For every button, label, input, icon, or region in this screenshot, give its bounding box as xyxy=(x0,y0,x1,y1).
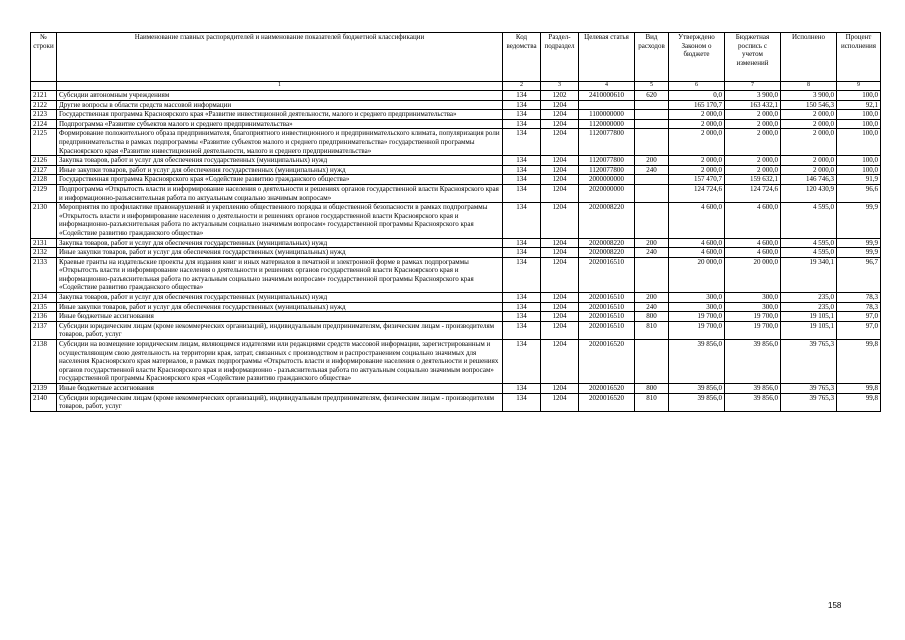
row-target: 2020016510 xyxy=(579,312,635,322)
row-executed: 2 000,0 xyxy=(781,165,837,175)
budget-sheet xyxy=(30,32,880,412)
row-number: 2123 xyxy=(31,110,57,120)
row-expense-type: 200 xyxy=(635,238,669,248)
row-name: Иные бюджетные ассигнования xyxy=(57,384,503,394)
column-number: 3 xyxy=(541,82,579,91)
row-expense-type: 240 xyxy=(635,248,669,258)
header-row xyxy=(31,33,881,82)
row-name: Закупка товаров, работ и услуг для обеспечения государственных (муниципальных) нужд xyxy=(57,156,503,166)
table-row xyxy=(31,321,881,339)
row-budget-plan: 39 856,0 xyxy=(725,340,781,384)
row-percent: 99,9 xyxy=(837,238,881,248)
row-name: Иные бюджетные ассигнования xyxy=(57,312,503,322)
row-number: 2131 xyxy=(31,238,57,248)
row-executed: 235,0 xyxy=(781,302,837,312)
row-executed: 19 340,1 xyxy=(781,257,837,292)
row-section: 1204 xyxy=(541,340,579,384)
row-expense-type xyxy=(635,119,669,129)
header-section: Раздел-подраздел xyxy=(541,33,579,82)
row-dept-code: 134 xyxy=(503,203,541,238)
row-budget-plan: 4 600,0 xyxy=(725,248,781,258)
column-number: 1 xyxy=(57,82,503,91)
row-target: 1120077800 xyxy=(579,165,635,175)
row-dept-code: 134 xyxy=(503,393,541,411)
row-expense-type xyxy=(635,184,669,202)
header-target: Целевая статья xyxy=(579,33,635,82)
row-approved-law: 20 000,0 xyxy=(669,257,725,292)
header-budget-plan: Бюджетная роспись с учетом изменений xyxy=(725,33,781,82)
row-target: 2410000610 xyxy=(579,91,635,101)
row-dept-code: 134 xyxy=(503,312,541,322)
row-budget-plan: 163 432,1 xyxy=(725,100,781,110)
header-dept-code: Код ведомства xyxy=(503,33,541,82)
row-name: Мероприятия по профилактике правонарушений и укреплению общественного порядка и общественной безопасности в рамках подпрограммы «Открытость власти и информирование населения о деятельности и решениях органов государственной власти Красноярского края и информационно-разъяснительная работа по актуальным социально значимым вопросам» государственной программы Красноярского края «Содействие развитию гражданского общества» xyxy=(57,203,503,238)
row-dept-code: 134 xyxy=(503,248,541,258)
row-target: 2020016520 xyxy=(579,393,635,411)
row-expense-type: 240 xyxy=(635,165,669,175)
row-budget-plan: 159 632,1 xyxy=(725,175,781,185)
row-section: 1204 xyxy=(541,184,579,202)
column-number xyxy=(31,82,57,91)
row-expense-type: 620 xyxy=(635,91,669,101)
row-budget-plan: 2 000,0 xyxy=(725,156,781,166)
row-executed: 2 000,0 xyxy=(781,119,837,129)
row-section: 1204 xyxy=(541,293,579,303)
row-section: 1204 xyxy=(541,302,579,312)
row-name: Субсидии юридическим лицам (кроме некоммерческих организаций), индивидуальным предпринимателям, физическим лицам - производителям товаров, работ, услуг xyxy=(57,321,503,339)
row-target: 2020016520 xyxy=(579,340,635,384)
row-number: 2122 xyxy=(31,100,57,110)
row-executed: 2 000,0 xyxy=(781,156,837,166)
row-approved-law: 4 600,0 xyxy=(669,203,725,238)
row-number: 2134 xyxy=(31,293,57,303)
header-name: Наименование главных распорядителей и наименование показателей бюджетной классификации xyxy=(57,33,503,82)
header-row-no: № строки xyxy=(31,33,57,82)
row-percent: 100,0 xyxy=(837,165,881,175)
row-percent: 100,0 xyxy=(837,110,881,120)
row-percent: 99,9 xyxy=(837,248,881,258)
row-section: 1204 xyxy=(541,129,579,156)
row-expense-type xyxy=(635,175,669,185)
row-number: 2124 xyxy=(31,119,57,129)
row-name: Формирование положительного образа предпринимателя, благоприятного инвестиционного и предпринимательского климата, популяризация роли предпринимательства в рамках подпрограммы «Развитие субъектов малого и среднего предпринимательства» государственной программы Красноярского края «Развитие инвестиционной деятельности, малого и среднего предпринимательства» xyxy=(57,129,503,156)
row-dept-code: 134 xyxy=(503,293,541,303)
row-budget-plan: 19 700,0 xyxy=(725,321,781,339)
row-name: Субсидии автономным учреждениям xyxy=(57,91,503,101)
row-percent: 99,8 xyxy=(837,393,881,411)
row-percent: 92,1 xyxy=(837,100,881,110)
row-target: 2020008220 xyxy=(579,248,635,258)
row-dept-code: 134 xyxy=(503,184,541,202)
table-row xyxy=(31,238,881,248)
row-approved-law: 0,0 xyxy=(669,91,725,101)
row-name: Субсидии на возмещение юридическим лицам, являющимся издателями или редакциями средств массовой информации, зарегистрированным и осуществляющим свою деятельность на территории края, затрат, связанных с производством и распространением социально значимых для населения Красноярского края материалов, в рамках подпрограммы «Открытость власти и информирование населения о деятельности и решениях органов государственной власти Красноярского края и информационно - разъяснительная работа по актуальным социально значимым вопросам» государственной программы Красноярского края «Содействие развитию гражданского общества» xyxy=(57,340,503,384)
row-dept-code: 134 xyxy=(503,156,541,166)
row-budget-plan: 19 700,0 xyxy=(725,312,781,322)
row-dept-code: 134 xyxy=(503,257,541,292)
row-dept-code: 134 xyxy=(503,119,541,129)
row-section: 1204 xyxy=(541,393,579,411)
row-budget-plan: 39 856,0 xyxy=(725,393,781,411)
row-target: 1120077800 xyxy=(579,156,635,166)
row-approved-law: 2 000,0 xyxy=(669,119,725,129)
header-percent: Процент исполнения xyxy=(837,33,881,82)
row-number: 2136 xyxy=(31,312,57,322)
row-budget-plan: 2 000,0 xyxy=(725,165,781,175)
table-row xyxy=(31,100,881,110)
row-number: 2127 xyxy=(31,165,57,175)
row-percent: 78,3 xyxy=(837,302,881,312)
row-expense-type: 810 xyxy=(635,393,669,411)
row-approved-law: 39 856,0 xyxy=(669,384,725,394)
row-approved-law: 300,0 xyxy=(669,293,725,303)
row-number: 2135 xyxy=(31,302,57,312)
row-target: 2020016510 xyxy=(579,321,635,339)
row-percent: 100,0 xyxy=(837,91,881,101)
row-executed: 2 000,0 xyxy=(781,110,837,120)
row-section: 1204 xyxy=(541,248,579,258)
column-number: 7 xyxy=(725,82,781,91)
row-approved-law: 4 600,0 xyxy=(669,238,725,248)
table-row xyxy=(31,302,881,312)
row-dept-code: 134 xyxy=(503,100,541,110)
row-executed: 19 105,1 xyxy=(781,321,837,339)
row-name: Подпрограмма «Открытость власти и информирование населения о деятельности и решениях органов государственной власти Красноярского края и информационно-разъяснительная работа по актуальным социально значимым вопросам» xyxy=(57,184,503,202)
row-percent: 97,0 xyxy=(837,321,881,339)
row-percent: 96,7 xyxy=(837,257,881,292)
row-percent: 99,8 xyxy=(837,340,881,384)
row-expense-type xyxy=(635,110,669,120)
row-section: 1204 xyxy=(541,257,579,292)
row-section: 1204 xyxy=(541,100,579,110)
page-number: 158 xyxy=(828,601,842,610)
table-row xyxy=(31,91,881,101)
row-number: 2140 xyxy=(31,393,57,411)
row-budget-plan: 300,0 xyxy=(725,302,781,312)
row-budget-plan: 39 856,0 xyxy=(725,384,781,394)
row-approved-law: 39 856,0 xyxy=(669,340,725,384)
row-dept-code: 134 xyxy=(503,91,541,101)
header-expense-type: Вид расходов xyxy=(635,33,669,82)
row-expense-type: 200 xyxy=(635,293,669,303)
row-number: 2128 xyxy=(31,175,57,185)
row-percent: 91,9 xyxy=(837,175,881,185)
row-executed: 39 765,3 xyxy=(781,393,837,411)
row-section: 1204 xyxy=(541,119,579,129)
row-executed: 19 105,1 xyxy=(781,312,837,322)
row-number: 2133 xyxy=(31,257,57,292)
row-section: 1204 xyxy=(541,156,579,166)
row-approved-law: 2 000,0 xyxy=(669,110,725,120)
row-percent: 99,8 xyxy=(837,384,881,394)
row-budget-plan: 4 600,0 xyxy=(725,203,781,238)
row-name: Иные закупки товаров, работ и услуг для обеспечения государственных (муниципальных) нужд xyxy=(57,248,503,258)
row-budget-plan: 2 000,0 xyxy=(725,110,781,120)
row-approved-law: 300,0 xyxy=(669,302,725,312)
column-number: 5 xyxy=(635,82,669,91)
row-executed: 150 546,3 xyxy=(781,100,837,110)
row-expense-type: 200 xyxy=(635,156,669,166)
row-percent: 78,3 xyxy=(837,293,881,303)
row-name: Иные закупки товаров, работ и услуг для обеспечения государственных (муниципальных) нужд xyxy=(57,165,503,175)
row-executed: 4 595,0 xyxy=(781,248,837,258)
header-executed: Исполнено xyxy=(781,33,837,82)
table-row xyxy=(31,340,881,384)
row-name: Государственная программа Красноярского края «Развитие инвестиционной деятельности, малого и среднего предпринимательства» xyxy=(57,110,503,120)
column-number: 6 xyxy=(669,82,725,91)
row-name: Иные закупки товаров, работ и услуг для обеспечения государственных (муниципальных) нужд xyxy=(57,302,503,312)
row-expense-type xyxy=(635,340,669,384)
row-section: 1204 xyxy=(541,238,579,248)
column-numbers-row xyxy=(31,82,881,91)
row-dept-code: 134 xyxy=(503,238,541,248)
row-target: 2000000000 xyxy=(579,175,635,185)
table-row xyxy=(31,119,881,129)
row-number: 2121 xyxy=(31,91,57,101)
row-section: 1204 xyxy=(541,175,579,185)
row-target: 2020000000 xyxy=(579,184,635,202)
row-target: 2020016510 xyxy=(579,302,635,312)
row-section: 1204 xyxy=(541,203,579,238)
row-target: 1120077800 xyxy=(579,129,635,156)
row-section: 1204 xyxy=(541,384,579,394)
row-percent: 100,0 xyxy=(837,129,881,156)
row-approved-law: 4 600,0 xyxy=(669,248,725,258)
row-target: 2020016520 xyxy=(579,384,635,394)
row-name: Закупка товаров, работ и услуг для обеспечения государственных (муниципальных) нужд xyxy=(57,293,503,303)
row-budget-plan: 3 900,0 xyxy=(725,91,781,101)
row-budget-plan: 20 000,0 xyxy=(725,257,781,292)
row-target: 1100000000 xyxy=(579,110,635,120)
row-name: Закупка товаров, работ и услуг для обеспечения государственных (муниципальных) нужд xyxy=(57,238,503,248)
row-expense-type: 800 xyxy=(635,312,669,322)
row-approved-law: 2 000,0 xyxy=(669,129,725,156)
table-row xyxy=(31,110,881,120)
row-number: 2130 xyxy=(31,203,57,238)
row-budget-plan: 300,0 xyxy=(725,293,781,303)
row-executed: 3 900,0 xyxy=(781,91,837,101)
row-percent: 99,9 xyxy=(837,203,881,238)
row-approved-law: 2 000,0 xyxy=(669,165,725,175)
row-approved-law: 157 470,7 xyxy=(669,175,725,185)
row-name: Подпрограмма «Развитие субъектов малого и среднего предпринимательства» xyxy=(57,119,503,129)
row-dept-code: 134 xyxy=(503,175,541,185)
row-executed: 39 765,3 xyxy=(781,340,837,384)
row-dept-code: 134 xyxy=(503,129,541,156)
row-budget-plan: 124 724,6 xyxy=(725,184,781,202)
row-percent: 97,0 xyxy=(837,312,881,322)
row-number: 2139 xyxy=(31,384,57,394)
row-name: Субсидии юридическим лицам (кроме некоммерческих организаций), индивидуальным предпринимателям, физическим лицам - производителям товаров, работ, услуг xyxy=(57,393,503,411)
row-approved-law: 19 700,0 xyxy=(669,321,725,339)
row-section: 1204 xyxy=(541,165,579,175)
row-expense-type: 240 xyxy=(635,302,669,312)
row-name: Государственная программа Красноярского края «Содействие развитию гражданского общества» xyxy=(57,175,503,185)
column-number: 4 xyxy=(579,82,635,91)
row-expense-type xyxy=(635,203,669,238)
row-executed: 39 765,3 xyxy=(781,384,837,394)
budget-table xyxy=(30,32,881,412)
row-expense-type xyxy=(635,257,669,292)
row-number: 2126 xyxy=(31,156,57,166)
table-row xyxy=(31,293,881,303)
row-expense-type: 800 xyxy=(635,384,669,394)
column-number: 2 xyxy=(503,82,541,91)
row-name: Краевые гранты на издательские проекты для издания книг и иных материалов в печатной и электронной форме в рамках подпрограммы «Открытость власти и информирование населения о деятельности и решениях органов государственной власти Красноярского края и информационно-разъяснительная работа по актуальным социально значимым вопросам» государственной программы Красноярского края «Содействие развитию гражданского общества» xyxy=(57,257,503,292)
row-target: 2020008220 xyxy=(579,238,635,248)
row-executed: 4 595,0 xyxy=(781,238,837,248)
column-number: 8 xyxy=(781,82,837,91)
row-number: 2125 xyxy=(31,129,57,156)
row-percent: 100,0 xyxy=(837,156,881,166)
row-dept-code: 134 xyxy=(503,302,541,312)
row-number: 2137 xyxy=(31,321,57,339)
column-number: 9 xyxy=(837,82,881,91)
row-target: 2020008220 xyxy=(579,203,635,238)
header-approved-law: Утверждено Законом о бюджете xyxy=(669,33,725,82)
row-target: 1120000000 xyxy=(579,119,635,129)
row-percent: 96,6 xyxy=(837,184,881,202)
row-section: 1202 xyxy=(541,91,579,101)
table-row xyxy=(31,129,881,156)
row-dept-code: 134 xyxy=(503,110,541,120)
row-approved-law: 19 700,0 xyxy=(669,312,725,322)
row-executed: 2 000,0 xyxy=(781,129,837,156)
row-percent: 100,0 xyxy=(837,119,881,129)
row-executed: 120 430,9 xyxy=(781,184,837,202)
row-section: 1204 xyxy=(541,312,579,322)
row-approved-law: 165 170,7 xyxy=(669,100,725,110)
row-expense-type xyxy=(635,100,669,110)
row-budget-plan: 4 600,0 xyxy=(725,238,781,248)
row-expense-type xyxy=(635,129,669,156)
row-number: 2132 xyxy=(31,248,57,258)
row-target: 2020016510 xyxy=(579,293,635,303)
row-section: 1204 xyxy=(541,321,579,339)
row-dept-code: 134 xyxy=(503,384,541,394)
row-approved-law: 124 724,6 xyxy=(669,184,725,202)
table-body xyxy=(31,91,881,412)
row-approved-law: 2 000,0 xyxy=(669,156,725,166)
table-row xyxy=(31,312,881,322)
row-executed: 235,0 xyxy=(781,293,837,303)
row-budget-plan: 2 000,0 xyxy=(725,119,781,129)
table-row xyxy=(31,257,881,292)
table-row xyxy=(31,248,881,258)
row-executed: 4 595,0 xyxy=(781,203,837,238)
row-dept-code: 134 xyxy=(503,165,541,175)
row-expense-type: 810 xyxy=(635,321,669,339)
row-approved-law: 39 856,0 xyxy=(669,393,725,411)
row-number: 2129 xyxy=(31,184,57,202)
row-budget-plan: 2 000,0 xyxy=(725,129,781,156)
row-dept-code: 134 xyxy=(503,321,541,339)
table-row xyxy=(31,384,881,394)
row-name: Другие вопросы в области средств массовой информации xyxy=(57,100,503,110)
row-dept-code: 134 xyxy=(503,340,541,384)
row-number: 2138 xyxy=(31,340,57,384)
row-target: 2020016510 xyxy=(579,257,635,292)
table-row xyxy=(31,184,881,202)
table-row xyxy=(31,156,881,166)
table-row xyxy=(31,165,881,175)
row-target xyxy=(579,100,635,110)
table-row xyxy=(31,393,881,411)
row-section: 1204 xyxy=(541,110,579,120)
row-executed: 146 746,3 xyxy=(781,175,837,185)
table-row xyxy=(31,175,881,185)
table-row xyxy=(31,203,881,238)
